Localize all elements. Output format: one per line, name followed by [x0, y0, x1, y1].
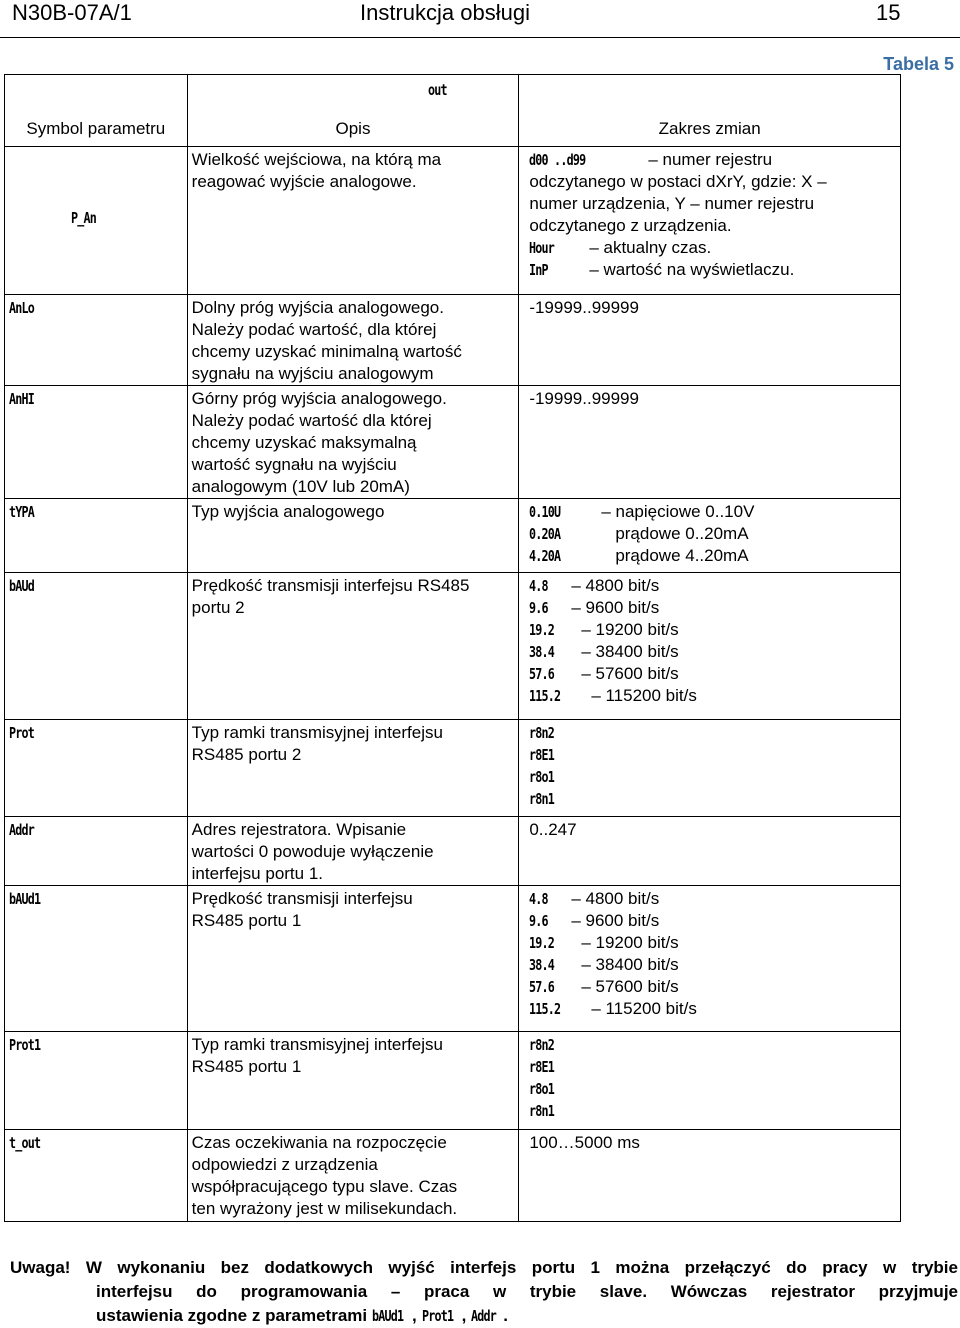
range-text: – 19200 bit/s — [581, 620, 679, 639]
note-separator: , — [461, 1306, 467, 1325]
table-row — [5, 817, 901, 886]
range-line — [529, 619, 896, 641]
range-line: -19999..99999 — [529, 389, 639, 408]
note-line-3 — [10, 1304, 958, 1328]
range-line — [529, 237, 896, 259]
description-line: współpracującego typu slave. Czas — [191, 1177, 458, 1196]
description-cell — [187, 386, 519, 499]
doc-code: N30B-07A/1 — [12, 0, 132, 25]
range-cell — [519, 147, 901, 295]
range-code: r8o1 — [529, 768, 555, 786]
description-cell — [187, 817, 519, 886]
description-line: Należy podać wartość dla której — [191, 411, 432, 430]
description-cell — [187, 573, 519, 720]
range-code: r8E1 — [529, 1058, 555, 1076]
range-line: numer urządzenia, Y – numer rejestru — [529, 194, 815, 213]
description-line: Czas oczekiwania na rozpoczęcie — [191, 1133, 447, 1152]
range-text: – aktualny czas. — [589, 238, 712, 257]
table-row — [5, 886, 901, 1032]
range-cell — [519, 295, 901, 386]
range-code: r8n1 — [529, 1102, 555, 1120]
description-line: interfejsu portu 1. — [191, 864, 324, 883]
range-cell — [519, 720, 901, 817]
description-line: Prędkość transmisji interfejsu RS485 — [191, 576, 470, 595]
table-row — [5, 295, 901, 386]
description-line: RS485 portu 2 — [191, 745, 302, 764]
symbol-code: Addr — [9, 821, 35, 839]
note-text-3: ustawienia zgodne z parametrami — [96, 1306, 368, 1325]
description-cell — [187, 499, 519, 573]
range-text: – numer rejestru — [648, 150, 773, 169]
description-line: Wielkość wejściowa, na którą ma — [191, 150, 442, 169]
note-separator: , — [412, 1306, 417, 1325]
range-cell — [519, 886, 901, 1032]
description-line: wartość sygnału na wyjściu — [191, 455, 397, 474]
description-cell — [187, 147, 519, 295]
note-text-1: W wykonaniu bez dodatkowych wyjść interfejs portu 1 można przełączyć do pracy w trybie — [85, 1258, 958, 1277]
description-line: Prędkość transmisji interfejsu — [191, 889, 413, 908]
range-line — [529, 523, 896, 545]
table-row — [5, 499, 901, 573]
range-text: – napięciowe 0..10V — [601, 502, 755, 521]
range-text: – 115200 bit/s — [591, 686, 697, 705]
col-header-range-text: Zakres zmian — [658, 119, 761, 138]
description-line: RS485 portu 1 — [191, 911, 302, 930]
range-line — [529, 954, 896, 976]
table-row — [5, 720, 901, 817]
range-code: d00 ..d99 — [529, 151, 586, 169]
note-param-code: bAUd1 — [371, 1307, 404, 1325]
range-line — [529, 545, 896, 567]
description-cell — [187, 1032, 519, 1130]
description-cell — [187, 295, 519, 386]
range-line: odczytanego w postaci dXrY, gdzie: X – — [529, 172, 827, 191]
note-line-1 — [10, 1256, 958, 1280]
symbol-code: Prot — [9, 724, 35, 742]
note-param-code: Prot1 — [421, 1307, 453, 1325]
description-line: portu 2 — [191, 598, 245, 617]
page-number: 15 — [876, 0, 901, 25]
range-line — [529, 501, 896, 523]
range-line — [529, 910, 896, 932]
range-line — [529, 641, 896, 663]
range-code: r8E1 — [529, 746, 555, 764]
range-cell — [519, 499, 901, 573]
col-header-description-text: Opis — [335, 119, 371, 138]
range-code: 9.6 — [529, 599, 549, 617]
range-code: 115.2 — [529, 1000, 561, 1018]
description-cell — [187, 886, 519, 1032]
range-text: – 19200 bit/s — [581, 933, 679, 952]
range-code: 115.2 — [529, 687, 561, 705]
col-header-range — [519, 75, 901, 147]
description-line: Górny próg wyjścia analogowego. — [191, 389, 447, 408]
note-text-2: interfejsu do programowania – praca w trybie slave. Wówczas rejestrator przyjmuje — [96, 1282, 958, 1301]
range-text: – 57600 bit/s — [581, 664, 679, 683]
range-text: – 38400 bit/s — [581, 955, 679, 974]
symbol-cell — [5, 1032, 188, 1130]
doc-title: Instrukcja obsługi — [360, 0, 530, 25]
range-text: – wartość na wyświetlaczu. — [589, 260, 795, 279]
range-code: r8n2 — [529, 724, 555, 742]
table-row — [5, 573, 901, 720]
group-code: out — [427, 81, 447, 99]
range-code: Hour — [529, 239, 555, 257]
symbol-code: Prot1 — [9, 1036, 41, 1054]
symbol-cell — [5, 1130, 188, 1222]
range-line — [529, 149, 896, 171]
range-code: 57.6 — [529, 665, 555, 683]
description-cell — [187, 1130, 519, 1222]
range-line — [529, 976, 896, 998]
table-row — [5, 386, 901, 499]
description-line: chcemy uzyskać minimalną wartość — [191, 342, 462, 361]
range-line — [529, 685, 896, 707]
range-line: -19999..99999 — [529, 298, 639, 317]
range-line — [529, 259, 896, 281]
symbol-code: P_An — [71, 209, 97, 227]
symbol-code: t_out — [9, 1134, 41, 1152]
range-code: 38.4 — [529, 956, 555, 974]
parameter-table — [4, 74, 901, 1222]
symbol-code: AnHI — [9, 390, 35, 408]
description-line: Dolny próg wyjścia analogowego. — [191, 298, 444, 317]
range-code: 4.8 — [529, 890, 549, 908]
range-text: – 4800 bit/s — [571, 576, 660, 595]
range-cell — [519, 1032, 901, 1130]
range-text: prądowe 0..20mA — [615, 524, 749, 543]
range-line: odczytanego z urządzenia. — [529, 216, 732, 235]
note-end: . — [503, 1306, 508, 1325]
symbol-cell — [5, 499, 188, 573]
range-line — [529, 932, 896, 954]
description-line: Typ ramki transmisyjnej interfejsu — [191, 1035, 443, 1054]
symbol-cell — [5, 386, 188, 499]
range-code: 9.6 — [529, 912, 549, 930]
col-header-description — [187, 75, 519, 147]
range-code: 0.10U — [529, 503, 561, 521]
description-line: sygnału na wyjściu analogowym — [191, 364, 434, 383]
description-cell — [187, 720, 519, 817]
range-code: r8o1 — [529, 1080, 555, 1098]
range-text: – 9600 bit/s — [571, 911, 660, 930]
description-line: wartości 0 powoduje wyłączenie — [191, 842, 434, 861]
note-block — [10, 1256, 958, 1328]
range-line — [529, 575, 896, 597]
description-line: Typ wyjścia analogowego — [191, 502, 385, 521]
description-line: odpowiedzi z urządzenia — [191, 1155, 378, 1174]
symbol-code: tYPA — [9, 503, 35, 521]
range-cell — [519, 1130, 901, 1222]
table-label: Tabela 5 — [883, 54, 954, 74]
table-header-row — [5, 75, 901, 147]
symbol-cell — [5, 295, 188, 386]
range-code: r8n1 — [529, 790, 555, 808]
range-code: 19.2 — [529, 621, 555, 639]
symbol-code: bAUd1 — [9, 890, 41, 908]
range-code: 4.20A — [529, 547, 561, 565]
header-rule — [0, 37, 960, 38]
range-code: 57.6 — [529, 978, 555, 996]
description-line: Typ ramki transmisyjnej interfejsu — [191, 723, 443, 742]
symbol-cell — [5, 573, 188, 720]
range-line: 100…5000 ms — [529, 1133, 640, 1152]
symbol-code: AnLo — [9, 299, 35, 317]
symbol-cell — [5, 886, 188, 1032]
description-line: Adres rejestratora. Wpisanie — [191, 820, 407, 839]
range-text: – 9600 bit/s — [571, 598, 660, 617]
note-label: Uwaga! — [10, 1258, 71, 1277]
range-text: prądowe 4..20mA — [615, 546, 749, 565]
range-text: – 38400 bit/s — [581, 642, 679, 661]
col-header-symbol-text: Symbol parametru — [26, 119, 166, 138]
symbol-cell — [5, 147, 188, 295]
range-line — [529, 888, 896, 910]
range-cell — [519, 817, 901, 886]
range-code: 4.8 — [529, 577, 549, 595]
range-code: r8n2 — [529, 1036, 555, 1054]
range-line — [529, 998, 896, 1020]
note-param-code: Addr — [471, 1307, 497, 1325]
symbol-cell — [5, 720, 188, 817]
range-text: – 57600 bit/s — [581, 977, 679, 996]
range-line: 0..247 — [529, 820, 577, 839]
symbol-code: bAUd — [9, 577, 35, 595]
description-line: Należy podać wartość, dla której — [191, 320, 437, 339]
description-line: analogowym (10V lub 20mA) — [191, 477, 410, 496]
col-header-symbol — [5, 75, 188, 147]
symbol-cell — [5, 817, 188, 886]
range-text: – 4800 bit/s — [571, 889, 660, 908]
range-text: – 115200 bit/s — [591, 999, 697, 1018]
range-code: 38.4 — [529, 643, 555, 661]
table-row — [5, 1130, 901, 1222]
description-line: ten wyrażony jest w milisekundach. — [191, 1199, 458, 1218]
range-code: 19.2 — [529, 934, 555, 952]
range-code: InP — [529, 261, 549, 279]
table-row — [5, 1032, 901, 1130]
description-line: reagować wyjście analogowe. — [191, 172, 417, 191]
description-line: RS485 portu 1 — [191, 1057, 302, 1076]
range-line — [529, 597, 896, 619]
description-line: chcemy uzyskać maksymalną — [191, 433, 417, 452]
range-line — [529, 663, 896, 685]
range-code: 0.20A — [529, 525, 561, 543]
range-cell — [519, 573, 901, 720]
range-cell — [519, 386, 901, 499]
table-row — [5, 147, 901, 295]
